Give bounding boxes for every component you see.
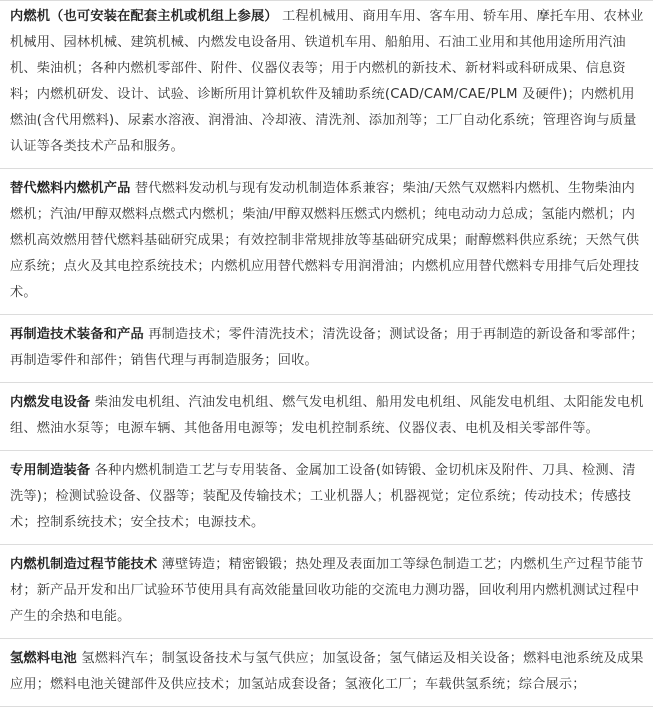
category-hydrogen-fuel-cell <box>0 639 653 707</box>
category-description: 薄壁铸造；精密锻锻；热处理及表面加工等绿色制造工艺；内燃机生产过程节能节材；新产品开发和出厂试验环节使用具有高效能量回收功能的交流电力测功器，回收利用内燃机测试过程中产生的余热和电能。 <box>10 557 644 624</box>
category-title: 专用制造装备 <box>10 463 91 478</box>
category-title: 内燃发电设备 <box>10 395 91 410</box>
category-description: 柴油发电机组、汽油发电机组、燃气发电机组、船用发电机组、风能发电机组、太阳能发电机组、燃油水泵等；电源车辆、其他备用电源等；发电机控制系统、仪器仪表、电机及相关零部件等。 <box>10 395 644 436</box>
category-title: 氢燃料电池 <box>10 651 77 666</box>
category-description: 再制造技术；零件清洗技术；清洗设备；测试设备；用于再制造的新设备和零部件；再制造零件和部件；销售代理与再制造服务；回收。 <box>10 327 644 368</box>
category-title: 替代燃料内燃机产品 <box>10 181 131 196</box>
category-title: 再制造技术装备和产品 <box>10 327 144 342</box>
category-energy-saving-manufacturing <box>0 545 653 639</box>
category-description: 替代燃料发动机与现有发动机制造体系兼容；柴油/天然气双燃料内燃机、生物柴油内燃机；汽油/甲醇双燃料点燃式内燃机；柴油/甲醇双燃料压燃式内燃机；纯电动动力总成；氢能内燃机；内燃机高效燃用替代燃料基础研究成果；有效控制非常规排放等基础研究成果；耐醇燃料供应系统；天然气供应系统；点火及其电控系统技术；内燃机应用替代燃料专用润滑油；内燃机应用替代燃料专用排气后处理技术。 <box>10 181 640 300</box>
category-title: 内燃机（也可安装在配套主机或机组上参展） <box>10 9 278 24</box>
category-title: 内燃机制造过程节能技术 <box>10 557 158 572</box>
category-internal-combustion-engines <box>0 1 653 169</box>
category-power-generation <box>0 383 653 451</box>
category-description: 工程机械用、商用车用、客车用、轿车用、摩托车用、农林业机械用、园林机械、建筑机械、内燃发电设备用、铁道机车用、船舶用、石油工业用和其他用途所用汽油机、柴油机；各种内燃机零部件、附件、仪器仪表等；用于内燃机的新技术、新材料或科研成果、信息资料；内燃机研发、设计、试验、诊断所用计算机软件及辅助系统(CAD/CAM/CAE/PLM 及硬件)；内燃机用燃油(含代用燃料)、尿素水溶液、润滑油、冷却液、清洗剂、添加剂等；工厂自动化系统；管理咨询与质量认证等各类技术产品和服务。 <box>10 9 644 154</box>
category-description: 各种内燃机制造工艺与专用装备、金属加工设备(如铸锻、金切机床及附件、刀具、检测、清洗等)；检测试验设备、仪器等；装配及传输技术；工业机器人；机器视觉；定位系统；传动技术；传感技术；控制系统技术；安全技术；电源技术。 <box>10 463 636 530</box>
category-remanufacturing <box>0 315 653 383</box>
category-description: 氢燃料汽车；制氢设备技术与氢气供应；加氢设备；氢气储运及相关设备；燃料电池系统及成果应用；燃料电池关键部件及供应技术；加氢站成套设备；氢液化工厂；车载供氢系统；综合展示； <box>10 651 644 692</box>
category-alternative-fuel-engines <box>0 169 653 315</box>
category-manufacturing-equipment <box>0 451 653 545</box>
